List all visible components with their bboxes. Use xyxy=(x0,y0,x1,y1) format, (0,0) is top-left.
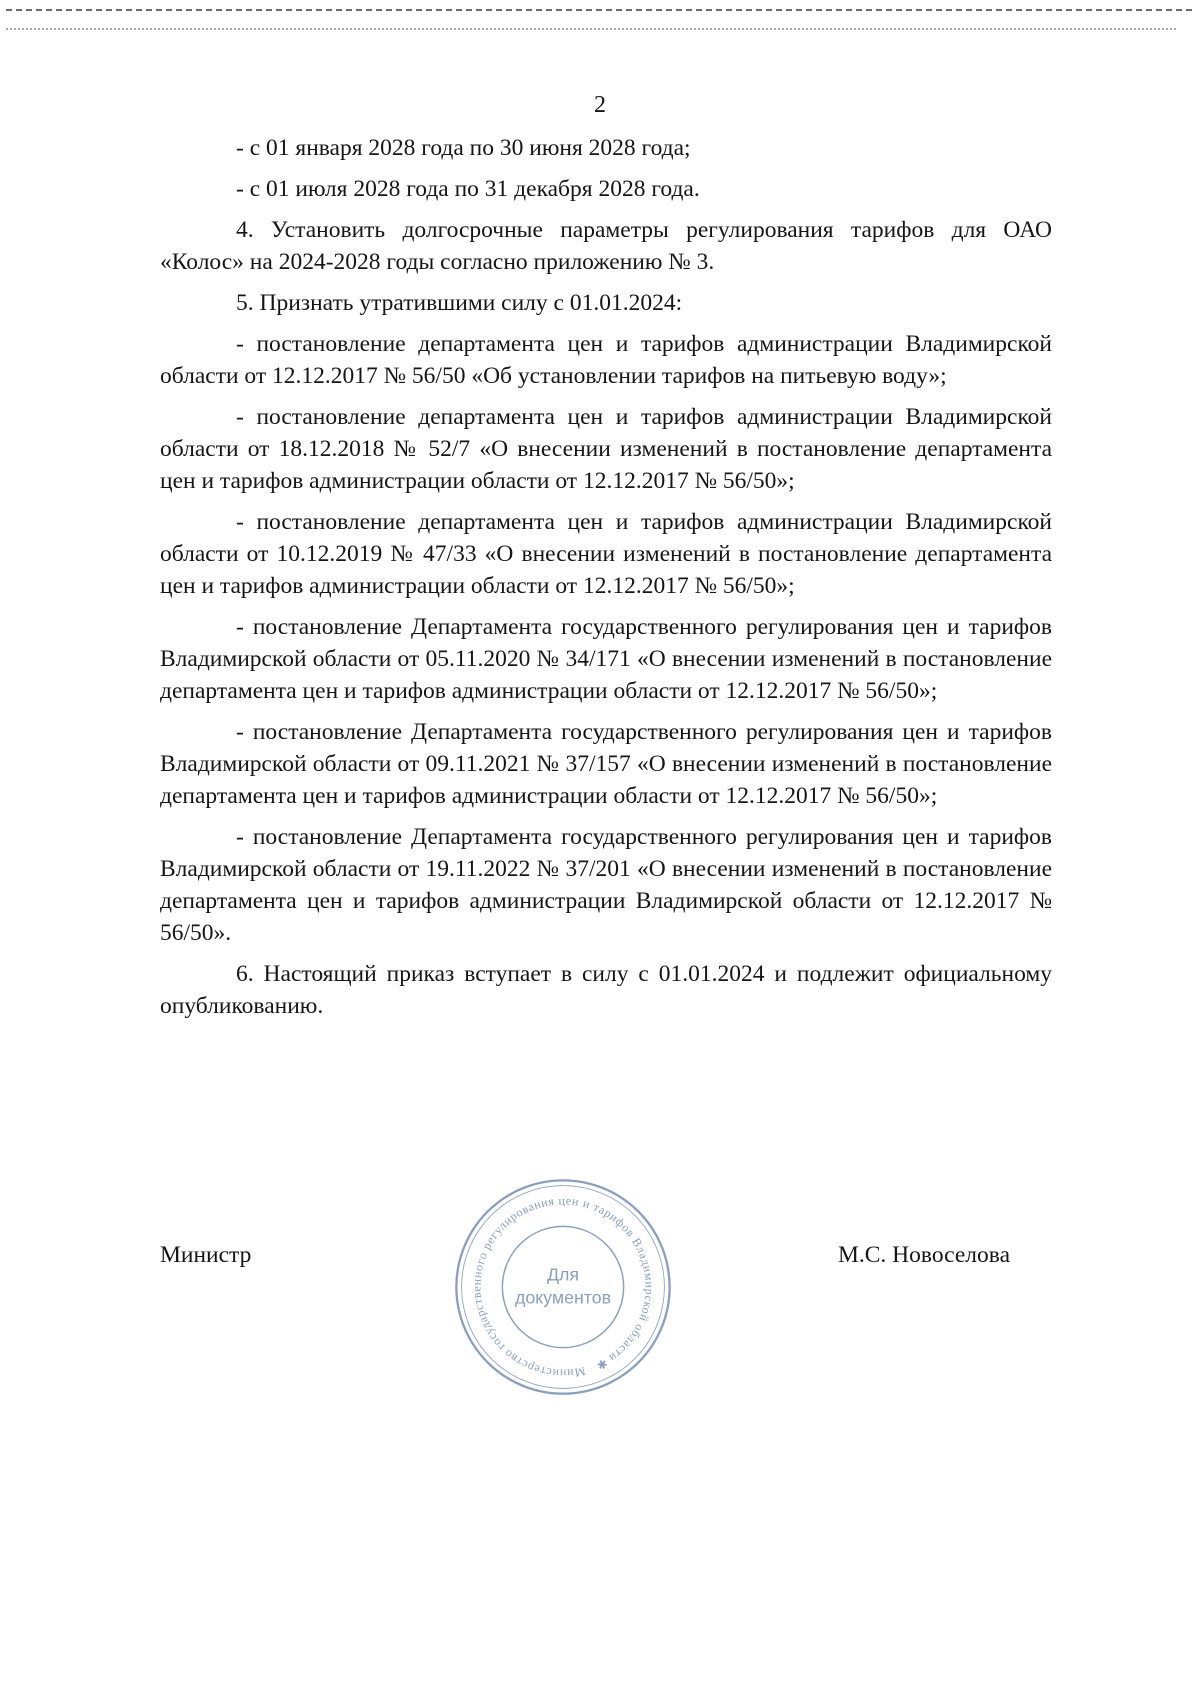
paragraph-date-range-2: - с 01 июля 2028 года по 31 декабря 2028 года. xyxy=(236,176,700,202)
paragraph-repealed-2020: - постановление Департамента государственного регулирования цен и тарифов Владимирской области от 05.11.2020 № 34/171 «О внесении изменений в постановление департамента цен и тарифов администрации области от 12.12.2017 № 56/50»; xyxy=(160,614,1052,704)
paragraph-item-5: 5. Признать утратившими силу с 01.01.2024: xyxy=(236,290,683,316)
page-number: 2 xyxy=(594,92,606,118)
stamp-ring-text: Министерство государственного регулирования цен и тарифов Владимирской области ✱ xyxy=(469,1193,657,1381)
paragraph-repealed-2021: - постановление Департамента государственного регулирования цен и тарифов Владимирской области от 09.11.2021 № 37/157 «О внесении изменений в постановление департамента цен и тарифов администрации области от 12.12.2017 № 56/50»; xyxy=(160,719,1052,809)
signatory-name: М.С. Новоселова xyxy=(837,1242,1010,1268)
paragraph-repealed-2019: - постановление департамента цен и тарифов администрации Владимирской области от 10.12.2019 № 47/33 «О внесении изменений в постановление департамента цен и тарифов администрации области от 12.12.2017 № 56/50»; xyxy=(160,509,1052,599)
paragraph-repealed-2017: - постановление департамента цен и тарифов администрации Владимирской области от 12.12.2017 № 56/50 «Об установлении тарифов на питьевую воду»; xyxy=(160,331,1052,389)
scan-artifact-line xyxy=(6,9,1192,11)
paragraph-repealed-2018: - постановление департамента цен и тарифов администрации Владимирской области от 18.12.2018 № 52/7 «О внесении изменений в постановление департамента цен и тарифов администрации области от 12.12.2017 № 56/50»; xyxy=(160,404,1052,494)
scan-artifact-line xyxy=(6,28,1176,30)
signatory-title: Министр xyxy=(160,1242,252,1268)
document-body xyxy=(160,132,1052,1031)
official-stamp xyxy=(448,1172,678,1402)
paragraph-repealed-2022: - постановление Департамента государственного регулирования цен и тарифов Владимирской области от 19.11.2022 № 37/201 «О внесении изменений в постановление департамента цен и тарифов администрации Владимирской области от 12.12.2017 № 56/50». xyxy=(160,824,1052,946)
stamp-center-text-bottom: документов xyxy=(514,1287,612,1308)
paragraph-item-6: 6. Настоящий приказ вступает в силу с 01.01.2024 и подлежит официальному опубликованию. xyxy=(160,961,1052,1019)
stamp-center-text-top: Для xyxy=(546,1264,580,1285)
paragraph-date-range-1: - с 01 января 2028 года по 30 июня 2028 года; xyxy=(236,135,691,161)
stamp-graphic xyxy=(448,1172,678,1402)
paragraph-item-4: 4. Установить долгосрочные параметры регулирования тарифов для ОАО «Колос» на 2024-2028 годы согласно приложению № 3. xyxy=(160,217,1052,275)
